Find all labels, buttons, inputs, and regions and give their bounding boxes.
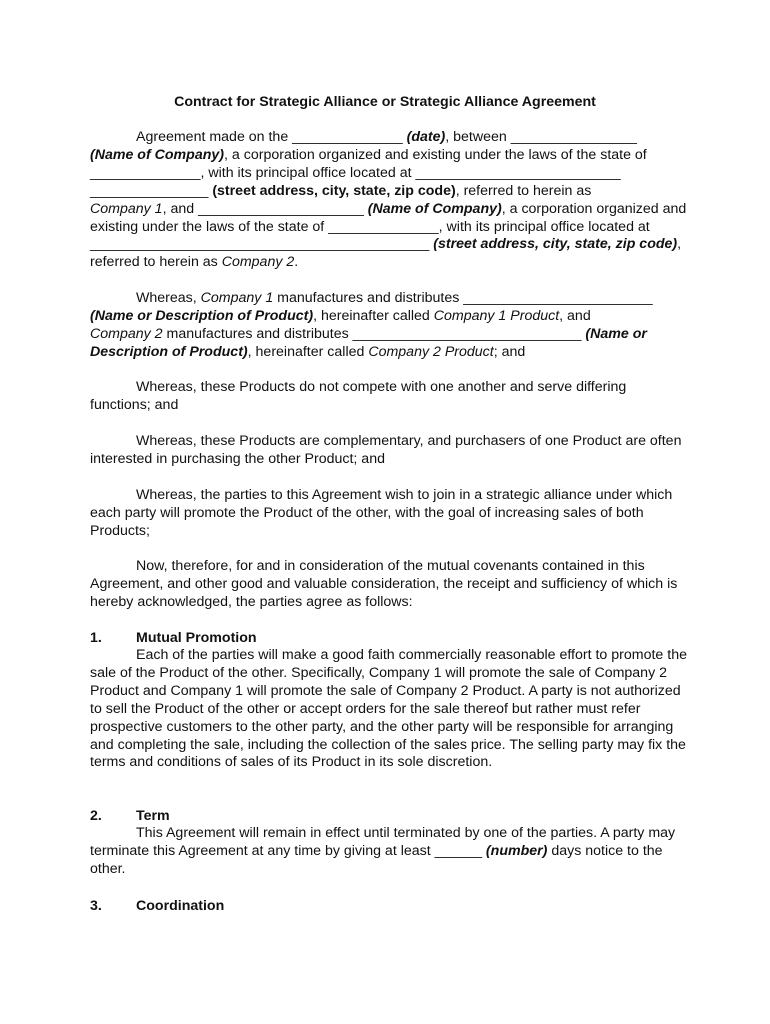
whereas-paragraph-2: Whereas, these Products do not compete with one another and serve differing functions; and — [90, 379, 627, 413]
address2-blank: ___________________________________________ — [90, 236, 430, 253]
whereas-paragraph-3: Whereas, these Products are complementary, and purchasers of one Product are often interested in purchasing the other Product; and — [90, 433, 682, 467]
company1-blank: ________________ — [510, 129, 637, 145]
section-2-body: This Agreement will remain in effect until terminated by one of the parties. A party may terminate this Agreement at any time by giving at least ______ (number) days notice to the other. — [90, 825, 676, 877]
whereas-paragraph-1: Whereas, Company 1 manufactures and distributes ________________________ (Name or Description of Product), hereinafter called Company 1 Product, and Company 2 manufactures and distributes _____________________________ (Name or Description of Product), hereinafter called Company 2 Product; and — [90, 290, 653, 360]
intro-paragraph: Agreement made on the ______________ (date), between ________________ (Name of Company), a corporation organized and existing under the laws of the state of ______________, with its principal office located at __________________________ _______________ (street address, city, state, zip code), referred to herein as Company 1, and _____________________ (Name of Company), a corporation organized and existing under the laws of the state of ______________, with its principal office located at ___________________________________________ (street address, city, state, zip code), referred to herein as Company 2. — [90, 129, 687, 271]
section-1-heading: 1. Mutual Promotion — [90, 630, 257, 646]
section-2-heading: 2. Term — [90, 808, 170, 824]
now-therefore-paragraph: Now, therefore, for and in consideration of the mutual covenants contained in this Agreement, and other good and valuable consideration, the receipt and sufficiency of which is hereby acknowledged, the parties agree as follows: — [90, 558, 678, 610]
company2-blank: _____________________ — [198, 200, 364, 217]
address1-blank-b: _______________ — [90, 182, 209, 199]
state2-blank: ______________ — [328, 218, 439, 235]
section-1-body: Each of the parties will make a good faith commercially reasonable effort to promote the sale of the Product of the other. Specifically, Company 1 will promote the sale of Company 2 Product and Company 1 will promote the sale of Company 2 Product. A party is not authorized to sell the Product of the other or accept orders for the sale thereof but rather must refer prospective customers to the other party, and the other party will be responsible for arranging and completing the sale, including the collection of the sales price. The selling party may fix the terms and conditions of sales of its Product in its sole discretion. — [90, 647, 687, 771]
product1-blank: ________________________ — [463, 290, 653, 306]
date-blank: ______________ — [292, 129, 403, 145]
product2-blank: _____________________________ — [352, 325, 582, 342]
whereas-paragraph-4: Whereas, the parties to this Agreement wish to join in a strategic alliance under which each party will promote the Product of the other, with the goal of increasing sales of both Products; — [90, 487, 673, 539]
notice-days-blank: ______ — [434, 842, 482, 859]
document-title: Contract for Strategic Alliance or Strategic Alliance Agreement — [174, 94, 596, 110]
state1-blank: ______________ — [90, 164, 201, 181]
address1-blank-a: __________________________ — [415, 164, 621, 181]
section-3-heading: 3. Coordination — [90, 898, 225, 914]
